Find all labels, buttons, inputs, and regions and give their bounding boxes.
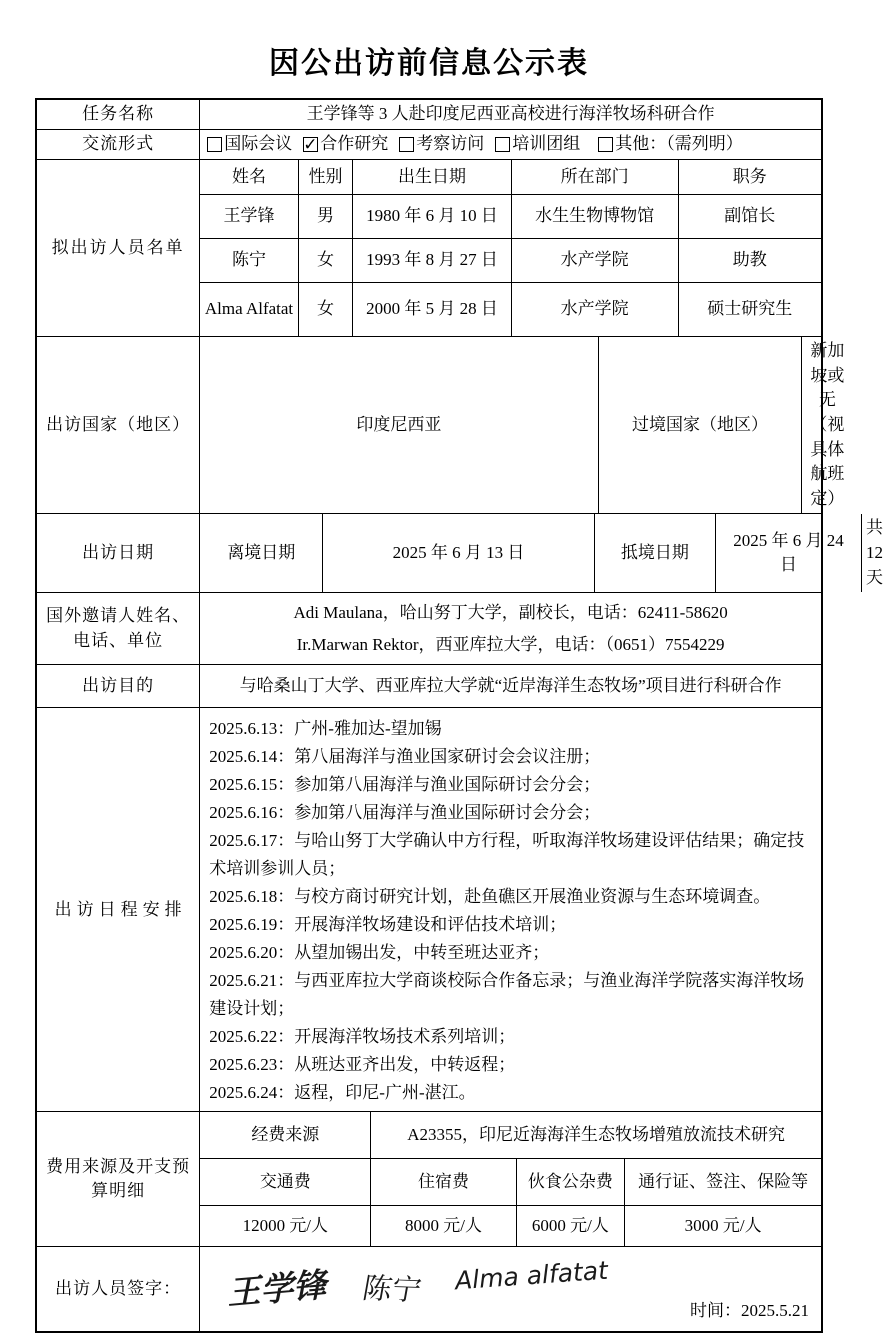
schedule-item: 2025.6.13：广州-雅加达-望加锡 <box>209 719 442 739</box>
budget-table <box>199 1112 821 1246</box>
personnel-header-row <box>200 160 821 194</box>
budget-amount-transport: 12000 元/人 <box>242 1216 329 1236</box>
personnel-table <box>199 160 821 336</box>
personnel-header-name: 姓名 <box>232 166 266 186</box>
checkbox-cooperative-research[interactable] <box>303 132 388 157</box>
row-personnel <box>37 159 821 336</box>
schedule-label: 出访日程安排 <box>54 899 187 919</box>
schedule-item: 2025.6.16：参加第八届海洋与渔业国际研讨会分会； <box>209 803 601 823</box>
arrival-label: 抵境日期 <box>594 514 716 592</box>
schedule-item: 2025.6.17：与哈山努丁大学确认中方行程，听取海洋牧场建设评估结果；确定技术培训参训人员； <box>209 831 805 879</box>
budget-amount-lodging: 8000 元/人 <box>370 1206 515 1246</box>
budget-amount-row <box>200 1205 821 1246</box>
page-title: 因公出访前信息公示表 <box>269 47 589 80</box>
schedule-item: 2025.6.15：参加第八届海洋与渔业国际研讨会分会； <box>209 775 601 795</box>
person-department: 水产学院 <box>511 239 678 282</box>
time-label: 时间： <box>690 1300 741 1320</box>
schedule-item: 2025.6.20：从望加锡出发，中转至班达亚齐； <box>209 943 550 963</box>
person-gender: 女 <box>298 239 353 282</box>
row-schedule <box>37 707 821 1111</box>
schedule-item: 2025.6.14：第八届海洋与渔业国家研讨会会议注册； <box>209 747 601 767</box>
purpose-value: 与哈桑山丁大学、西亚库拉大学就“近岸海洋生态牧场”项目进行科研合作 <box>199 665 821 707</box>
signature-label: 出访人员签字： <box>55 1279 182 1299</box>
person-position: 助教 <box>678 239 821 282</box>
signature-wang-xuefeng: 王学锋 <box>226 1264 334 1314</box>
person-department: 水生生物博物馆 <box>511 195 678 238</box>
checkbox-icon[interactable] <box>495 137 510 152</box>
form-table <box>35 98 883 1333</box>
row-signature <box>37 1246 821 1331</box>
personnel-label: 拟出访人员名单 <box>51 237 185 257</box>
person-name: 陈宁 <box>232 250 266 270</box>
checkbox-label: 其他：（需列明） <box>615 134 743 154</box>
transit-label: 过境国家（地区） <box>598 337 802 513</box>
schedule-item: 2025.6.18：与校方商讨研究计划，赴鱼礁区开展渔业资源与生态环境调查。 <box>209 887 771 907</box>
person-row <box>200 238 821 282</box>
budget-col-transport: 交通费 <box>259 1172 311 1192</box>
signature-time <box>690 1299 809 1324</box>
funding-source-label: 经费来源 <box>251 1125 320 1145</box>
inviter-label: 国外邀请人姓名、电话、单位 <box>46 606 191 650</box>
budget-col-visa-insurance: 通行证、签注、保险等 <box>624 1159 821 1205</box>
checkbox-training-group[interactable] <box>495 132 580 157</box>
person-birthdate: 1993 年 8 月 27 日 <box>352 239 510 282</box>
schedule-item: 2025.6.22：开展海洋牧场技术系列培训； <box>209 1027 516 1047</box>
row-budget <box>37 1111 821 1246</box>
budget-label: 费用来源及开支预算明细 <box>46 1156 191 1201</box>
person-position: 副馆长 <box>678 195 821 238</box>
inviter-line: Ir.Marwan Rektor，西亚库拉大学，电话：（0651）7554229 <box>296 634 725 654</box>
transit-value: 新加坡或无（视具体航班定） <box>801 337 852 513</box>
destination-label: 出访国家（地区） <box>46 414 191 434</box>
funding-source-value: A23355，印尼近海海洋生态牧场增殖放流技术研究 <box>370 1112 821 1158</box>
schedule-item: 2025.6.21：与西亚库拉大学商谈校际合作备忘录；与渔业海洋学院落实海洋牧场建设计划； <box>209 971 805 1019</box>
person-position: 硕士研究生 <box>678 283 821 336</box>
budget-col-meals: 伙食公杂费 <box>516 1159 625 1205</box>
personnel-header-birthdate: 出生日期 <box>352 160 510 194</box>
personnel-header-gender: 性别 <box>298 160 353 194</box>
schedule-item: 2025.6.24：返程，印尼-广州-湛江。 <box>209 1083 476 1103</box>
checkbox-label: 考察访问 <box>416 134 485 154</box>
task-value: 王学锋等 3 人赴印度尼西亚高校进行海洋牧场科研合作 <box>199 100 821 129</box>
row-dates <box>37 513 883 592</box>
schedule-list <box>199 708 821 1111</box>
arrival-date: 2025 年 6 月 24 日 <box>715 514 861 592</box>
person-name: 王学锋 <box>223 206 275 226</box>
person-gender: 男 <box>298 195 353 238</box>
checkbox-icon[interactable] <box>399 137 414 152</box>
dates-label: 出访日期 <box>82 543 155 563</box>
checkbox-international-conference[interactable] <box>207 132 292 157</box>
task-label: 任务名称 <box>82 104 155 124</box>
person-birthdate: 1980 年 6 月 10 日 <box>352 195 510 238</box>
person-row <box>200 194 821 238</box>
departure-label: 离境日期 <box>199 514 322 592</box>
signature-area <box>199 1247 821 1331</box>
destination-country: 印度尼西亚 <box>199 337 597 513</box>
budget-header-row <box>200 1158 821 1205</box>
checkbox-label: 培训团组 <box>512 134 581 154</box>
exchange-label: 交流形式 <box>82 134 155 154</box>
time-value: 2025.5.21 <box>741 1300 809 1320</box>
budget-col-lodging: 住宿费 <box>370 1159 515 1205</box>
person-name: Alma Alfatat <box>204 299 294 319</box>
row-exchange-type <box>37 129 821 159</box>
person-birthdate: 2000 年 5 月 28 日 <box>352 283 510 336</box>
row-task <box>37 100 821 129</box>
person-department: 水产学院 <box>511 283 678 336</box>
checkbox-inspection-visit[interactable] <box>399 132 484 157</box>
checkbox-icon[interactable] <box>207 137 222 152</box>
checkbox-other[interactable] <box>598 132 743 157</box>
row-inviter <box>37 592 821 664</box>
checkbox-label: 国际会议 <box>224 134 293 154</box>
row-purpose <box>37 664 821 707</box>
personnel-header-department: 所在部门 <box>511 160 678 194</box>
purpose-label: 出访目的 <box>82 676 155 696</box>
person-gender: 女 <box>298 283 353 336</box>
personnel-header-position: 职务 <box>678 160 821 194</box>
inviter-info <box>199 593 821 664</box>
row-destination <box>37 336 845 513</box>
checkbox-icon[interactable] <box>598 137 613 152</box>
person-row <box>200 282 821 336</box>
budget-source-row <box>200 1112 821 1158</box>
budget-amount-visa-insurance: 3000 元/人 <box>624 1206 821 1246</box>
signature-alma-alfatat: Alma alfatat <box>454 1255 610 1296</box>
checkbox-icon[interactable] <box>303 137 318 152</box>
schedule-item: 2025.6.19：开展海洋牧场建设和评估技术培训； <box>209 915 567 935</box>
inviter-line: Adi Maulana，哈山努丁大学，副校长，电话：62411-58620 <box>293 603 728 623</box>
budget-amount-meals: 6000 元/人 <box>516 1206 625 1246</box>
trip-duration: 共 12 天 <box>861 514 887 592</box>
signature-chen-ning: 陈宁 <box>360 1271 425 1308</box>
exchange-options <box>199 130 821 159</box>
departure-date: 2025 年 6 月 13 日 <box>322 514 593 592</box>
schedule-item: 2025.6.23：从班达亚齐出发，中转返程； <box>209 1055 516 1075</box>
checkbox-label: 合作研究 <box>320 134 389 154</box>
